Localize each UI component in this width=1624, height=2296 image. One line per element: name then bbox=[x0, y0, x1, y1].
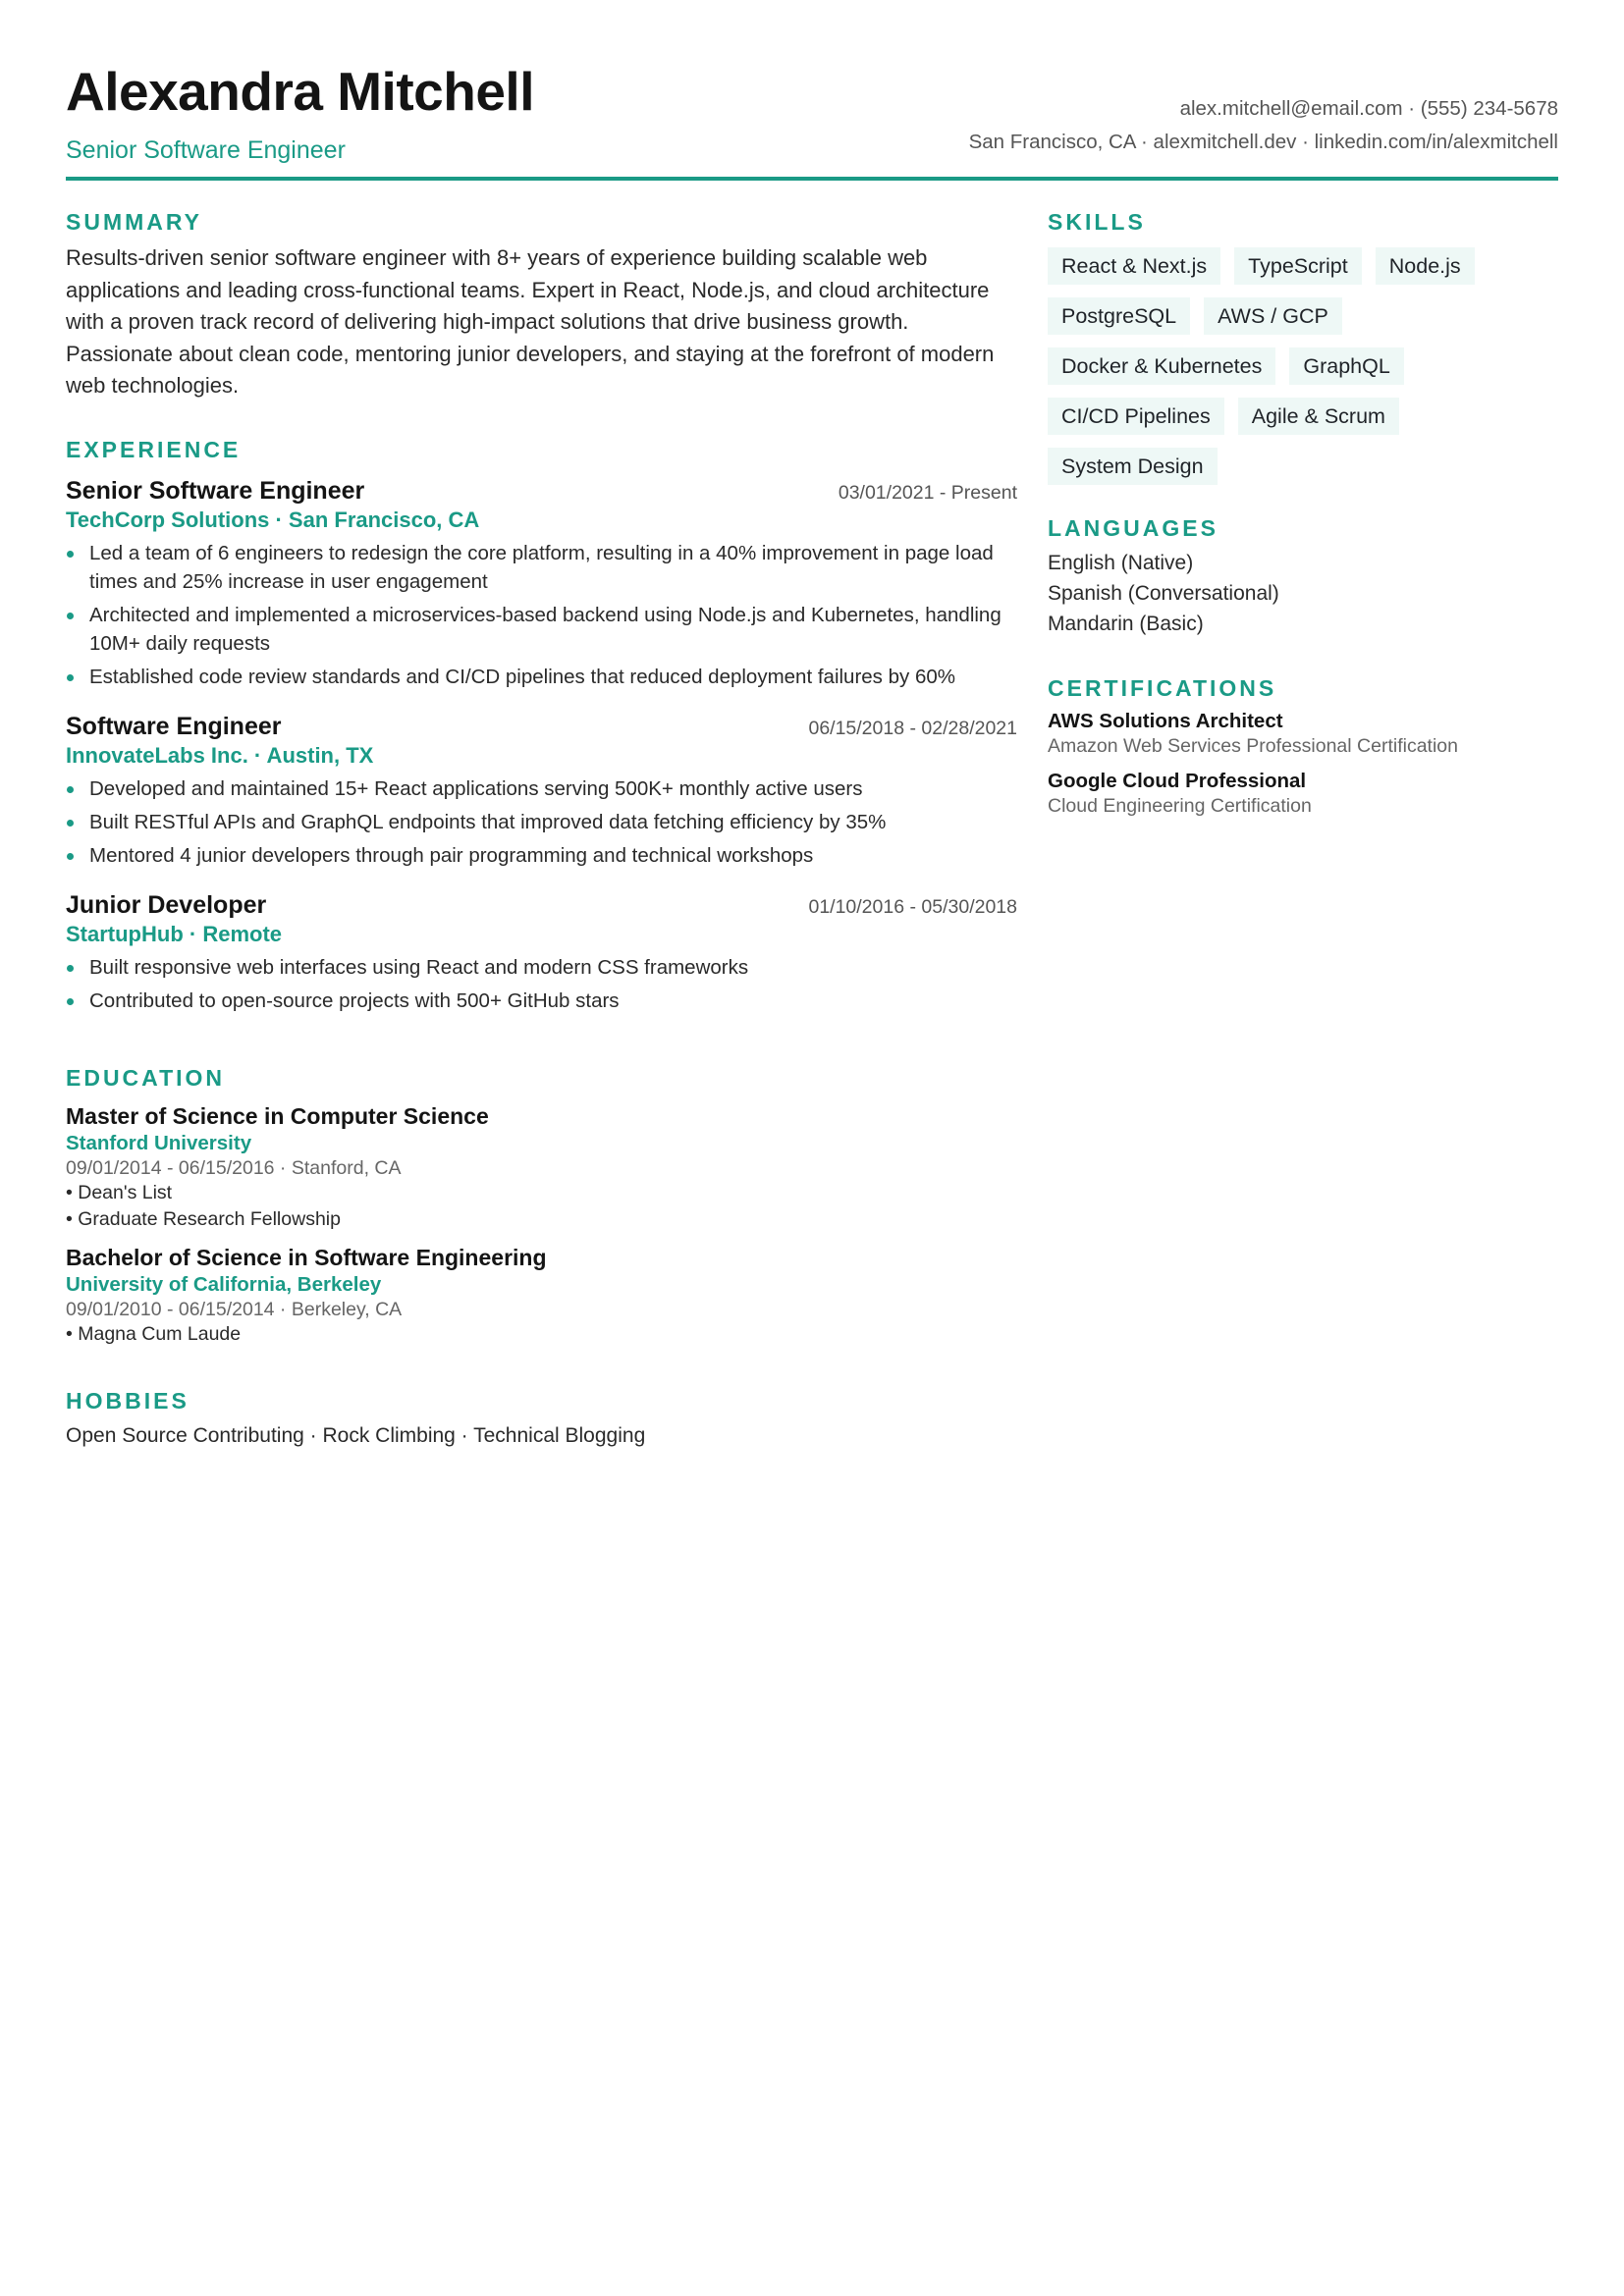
hobbies-heading: HOBBIES bbox=[66, 1387, 189, 1414]
summary-heading: SUMMARY bbox=[66, 209, 202, 235]
summary-text: Results-driven senior software engineer with 8+ years of experience building scalable web applications and leading cross-functional teams. Expert in React, Node.js, and cloud architecture with a proven track record of delivering high-impact solutions that drive business growth. Passionate about clean code, mentoring junior developers, and staying at the forefront of modern web technologies. bbox=[66, 245, 995, 398]
skill-chip: GraphQL bbox=[1289, 347, 1403, 385]
education-school: Stanford University bbox=[66, 1131, 252, 1154]
certification-description: Amazon Web Services Professional Certification bbox=[1048, 735, 1458, 757]
language-item: Spanish (Conversational) bbox=[1048, 582, 1279, 605]
job-bullets bbox=[66, 953, 1017, 1015]
contact-line-email-phone: alex.mitchell@email.com · (555) 234-5678 bbox=[1179, 97, 1558, 120]
header-divider bbox=[66, 177, 1558, 181]
education-honor: • Dean's List bbox=[66, 1181, 173, 1203]
certifications-section bbox=[1048, 674, 1558, 818]
skill-chip: PostgreSQL bbox=[1048, 297, 1190, 335]
job-bullet-text: Architected and implemented a microservices-based backend using Node.js and Kubernetes, handling 10M+ daily requests bbox=[89, 603, 1001, 655]
languages-list bbox=[1048, 548, 1558, 639]
job-bullet-text: Contributed to open-source projects with 500+ GitHub stars bbox=[89, 988, 620, 1012]
job-dates: 03/01/2021 - Present bbox=[838, 481, 1017, 504]
education-dates-location: 09/01/2014 - 06/15/2016 · Stanford, CA bbox=[66, 1156, 402, 1179]
bullet-dot-icon bbox=[67, 820, 74, 827]
skill-chip: TypeScript bbox=[1234, 247, 1362, 285]
education-honor: • Magna Cum Laude bbox=[66, 1322, 242, 1345]
education-heading: EDUCATION bbox=[66, 1064, 226, 1091]
job-bullet bbox=[66, 841, 1017, 870]
job-role: Software Engineer bbox=[66, 712, 282, 740]
job-organization: TechCorp Solutions · San Francisco, CA bbox=[66, 507, 480, 532]
main-column bbox=[66, 208, 1017, 1448]
education-honor: • Graduate Research Fellowship bbox=[66, 1207, 341, 1230]
certification-name: AWS Solutions Architect bbox=[1048, 710, 1283, 732]
certification-description: Cloud Engineering Certification bbox=[1048, 795, 1312, 817]
job-organization: InnovateLabs Inc. · Austin, TX bbox=[66, 742, 374, 768]
education-section bbox=[66, 1064, 1017, 1348]
skills-list bbox=[1048, 247, 1558, 485]
skill-chip: React & Next.js bbox=[1048, 247, 1220, 285]
resume-header bbox=[66, 55, 1558, 165]
job-bullet bbox=[66, 663, 1017, 691]
education-degree: Master of Science in Computer Science bbox=[66, 1102, 489, 1129]
job-bullet bbox=[66, 808, 1017, 836]
languages-section bbox=[1048, 514, 1558, 639]
skills-section bbox=[1048, 208, 1558, 485]
education-school: University of California, Berkeley bbox=[66, 1272, 382, 1296]
education-dates-location: 09/01/2010 - 06/15/2014 · Berkeley, CA bbox=[66, 1298, 403, 1320]
job-entry bbox=[66, 891, 1017, 1015]
job-bullet-text: Built RESTful APIs and GraphQL endpoints that improved data fetching efficiency by 35% bbox=[89, 810, 887, 833]
job-bullets bbox=[66, 539, 1017, 691]
education-entry bbox=[66, 1245, 1017, 1348]
job-bullet-text: Established code review standards and CI/CD pipelines that reduced deployment failures by 60% bbox=[89, 665, 956, 688]
language-item: English (Native) bbox=[1048, 552, 1194, 574]
hobbies-section bbox=[66, 1387, 1017, 1448]
skill-chip: CI/CD Pipelines bbox=[1048, 398, 1224, 435]
job-bullets bbox=[66, 774, 1017, 870]
skills-heading: SKILLS bbox=[1048, 209, 1146, 235]
job-entry bbox=[66, 713, 1017, 870]
summary-section bbox=[66, 208, 1017, 402]
job-bullet bbox=[66, 774, 1017, 803]
job-bullet-text: Mentored 4 junior developers through pair programming and technical workshops bbox=[89, 843, 814, 867]
contact-block bbox=[969, 92, 1558, 165]
name-block bbox=[66, 61, 534, 165]
certification-name: Google Cloud Professional bbox=[1048, 770, 1307, 792]
job-header bbox=[66, 713, 1017, 741]
hobbies-text: Open Source Contributing · Rock Climbing · Technical Blogging bbox=[66, 1423, 646, 1447]
job-bullet bbox=[66, 601, 1017, 658]
skill-chip: Node.js bbox=[1376, 247, 1475, 285]
job-bullet bbox=[66, 539, 1017, 596]
content-columns bbox=[66, 208, 1558, 1448]
candidate-name: Alexandra Mitchell bbox=[66, 61, 534, 122]
skill-chip: AWS / GCP bbox=[1204, 297, 1342, 335]
certifications-heading: CERTIFICATIONS bbox=[1048, 675, 1277, 701]
candidate-title: Senior Software Engineer bbox=[66, 136, 346, 164]
job-organization: StartupHub · Remote bbox=[66, 921, 282, 946]
bullet-dot-icon bbox=[67, 965, 74, 972]
job-header bbox=[66, 477, 1017, 506]
bullet-dot-icon bbox=[67, 551, 74, 558]
skill-chip: Docker & Kubernetes bbox=[1048, 347, 1275, 385]
experience-section bbox=[66, 436, 1017, 1015]
education-entry bbox=[66, 1103, 1017, 1233]
experience-heading: EXPERIENCE bbox=[66, 436, 242, 462]
skill-chip: System Design bbox=[1048, 448, 1218, 485]
job-role: Senior Software Engineer bbox=[66, 476, 365, 505]
bullet-dot-icon bbox=[67, 853, 74, 860]
job-bullet-text: Built responsive web interfaces using React and modern CSS frameworks bbox=[89, 955, 749, 979]
skill-chip: Agile & Scrum bbox=[1238, 398, 1399, 435]
certification-entry bbox=[1048, 710, 1558, 758]
education-degree: Bachelor of Science in Software Engineering bbox=[66, 1244, 547, 1270]
job-bullet-text: Led a team of 6 engineers to redesign the core platform, resulting in a 40% improvement in page load times and 25% increase in user engagement bbox=[89, 541, 994, 593]
job-dates: 06/15/2018 - 02/28/2021 bbox=[808, 717, 1017, 739]
job-dates: 01/10/2016 - 05/30/2018 bbox=[808, 895, 1017, 918]
job-header bbox=[66, 891, 1017, 920]
job-role: Junior Developer bbox=[66, 890, 267, 919]
job-bullet-text: Developed and maintained 15+ React applications serving 500K+ monthly active users bbox=[89, 776, 863, 800]
bullet-dot-icon bbox=[67, 998, 74, 1005]
job-bullet bbox=[66, 987, 1017, 1015]
language-item: Mandarin (Basic) bbox=[1048, 613, 1204, 635]
bullet-dot-icon bbox=[67, 674, 74, 681]
job-entry bbox=[66, 477, 1017, 691]
sidebar-column bbox=[1048, 208, 1558, 1448]
contact-line-location-links: San Francisco, CA · alexmitchell.dev · linkedin.com/in/alexmitchell bbox=[968, 131, 1558, 153]
bullet-dot-icon bbox=[67, 613, 74, 619]
certification-entry bbox=[1048, 770, 1558, 818]
languages-heading: LANGUAGES bbox=[1048, 515, 1218, 541]
bullet-dot-icon bbox=[67, 786, 74, 793]
job-bullet bbox=[66, 953, 1017, 982]
